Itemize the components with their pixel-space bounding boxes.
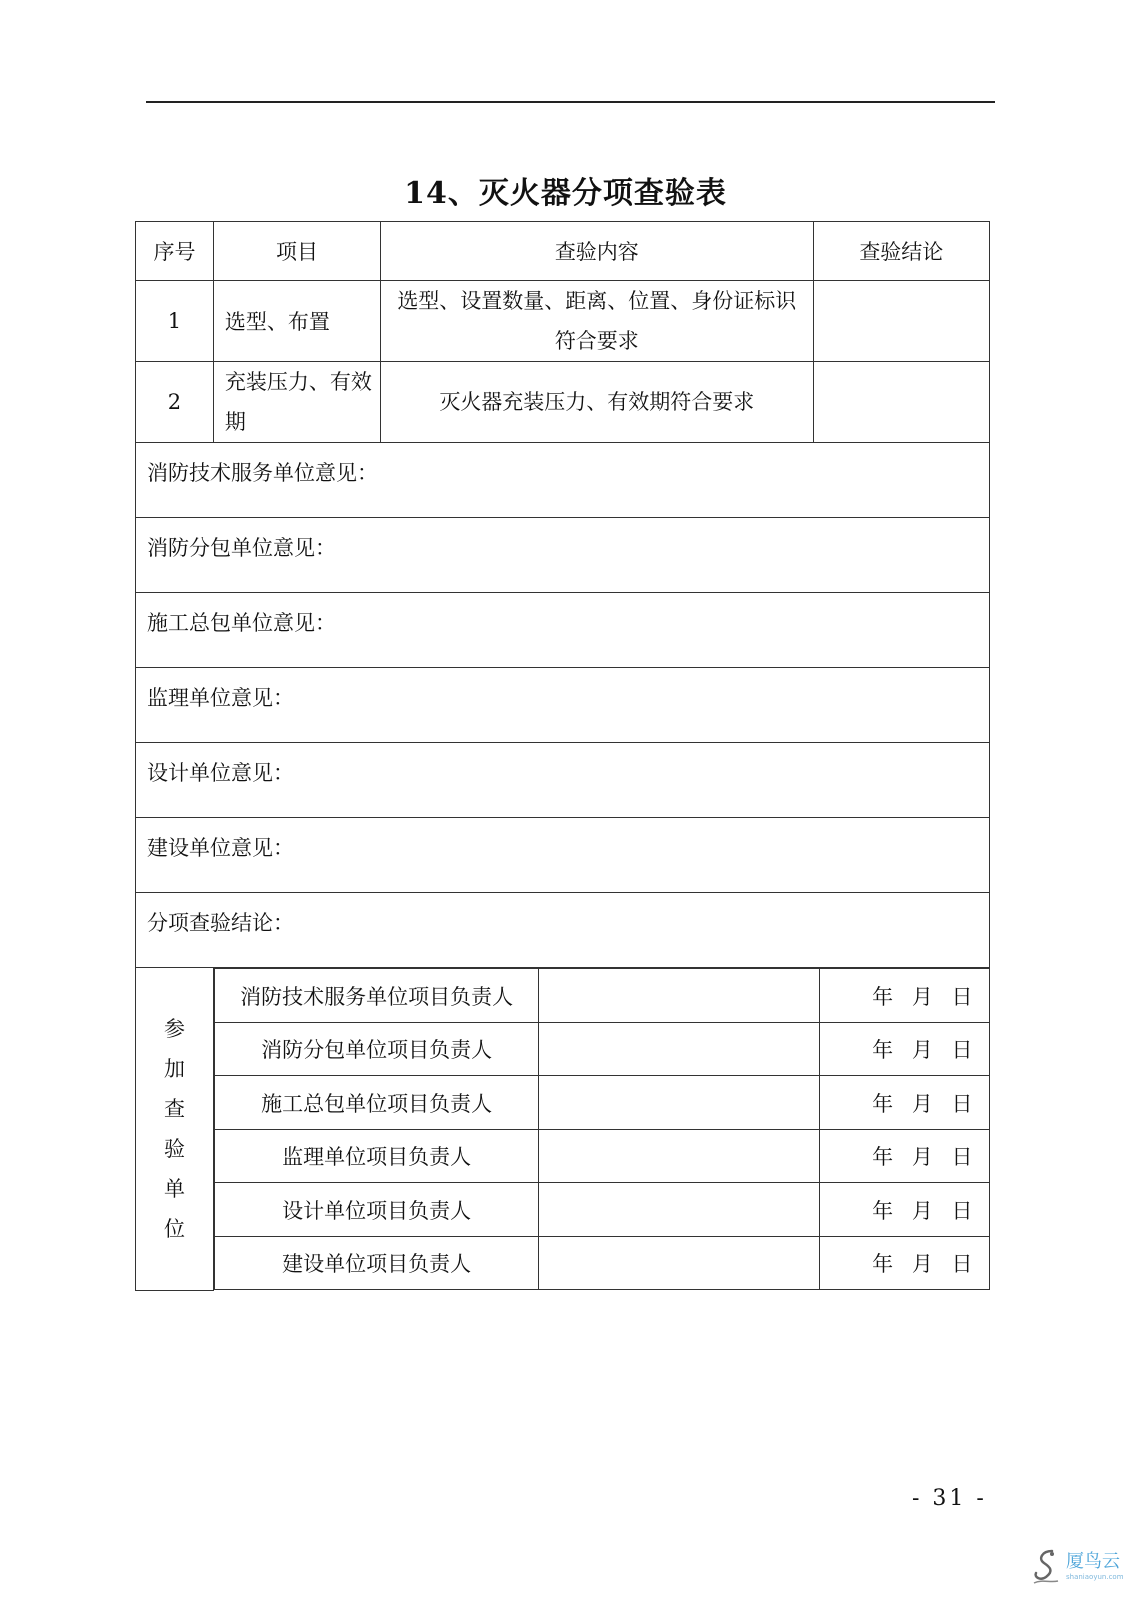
date-field[interactable]: 年 月 日 <box>819 1023 989 1076</box>
signature-field[interactable] <box>539 1023 819 1076</box>
participants-label-char: 加 <box>163 1056 185 1081</box>
participants-label-char: 验 <box>163 1136 185 1161</box>
signature-cell <box>213 968 989 1291</box>
date-field[interactable]: 年 月 日 <box>819 1076 989 1130</box>
opinion-row <box>136 743 990 818</box>
participants-label-char: 查 <box>163 1096 185 1121</box>
inspection-table <box>135 221 990 1291</box>
table-row <box>136 362 990 443</box>
signature-table <box>214 968 990 1290</box>
header-rule <box>146 101 995 103</box>
row-content: 选型、设置数量、距离、位置、身份证标识符合要求 <box>381 281 814 362</box>
row-content: 灭火器充装压力、有效期符合要求 <box>381 362 814 443</box>
header-no: 序号 <box>136 222 214 281</box>
page-title: 14、灭火器分项查验表 <box>404 176 727 211</box>
opinion-design[interactable]: 设计单位意见： <box>136 743 990 818</box>
table-row <box>136 281 990 362</box>
date-field[interactable]: 年 月 日 <box>819 1130 989 1183</box>
signer-role: 监理单位项目负责人 <box>214 1130 538 1183</box>
row-result[interactable] <box>813 362 989 443</box>
participants-label-char: 参 <box>163 1016 185 1041</box>
signer-role: 消防分包单位项目负责人 <box>214 1023 538 1076</box>
watermark <box>1030 1545 1126 1593</box>
row-no: 1 <box>136 281 214 362</box>
watermark-url: shaniaoyun.com <box>1066 1573 1124 1581</box>
signature-field[interactable] <box>539 1130 819 1183</box>
row-item: 选型、布置 <box>213 281 380 362</box>
participants-label <box>136 968 214 1291</box>
signature-field[interactable] <box>539 1183 819 1237</box>
row-no: 2 <box>136 362 214 443</box>
date-field[interactable]: 年 月 日 <box>819 969 989 1023</box>
opinion-general-contractor[interactable]: 施工总包单位意见： <box>136 593 990 668</box>
row-result[interactable] <box>813 281 989 362</box>
opinion-owner[interactable]: 建设单位意见： <box>136 818 990 893</box>
opinion-row <box>136 893 990 968</box>
opinion-supervisor[interactable]: 监理单位意见： <box>136 668 990 743</box>
participants-label-char: 位 <box>163 1216 185 1241</box>
opinion-row <box>136 443 990 518</box>
signer-role: 设计单位项目负责人 <box>214 1183 538 1237</box>
participants-label-char: 单 <box>163 1176 185 1201</box>
watermark-brand: 厦鸟云 <box>1066 1551 1120 1572</box>
header-content: 查验内容 <box>381 222 814 281</box>
opinion-tech-service[interactable]: 消防技术服务单位意见： <box>136 443 990 518</box>
signer-role: 施工总包单位项目负责人 <box>214 1076 538 1130</box>
signature-row <box>214 1023 989 1076</box>
opinion-conclusion[interactable]: 分项查验结论： <box>136 893 990 968</box>
opinion-row <box>136 818 990 893</box>
bird-logo-icon <box>1030 1547 1062 1587</box>
signature-row <box>214 1183 989 1237</box>
table-header-row <box>136 222 990 281</box>
opinion-row <box>136 668 990 743</box>
signer-role: 消防技术服务单位项目负责人 <box>214 969 538 1023</box>
date-field[interactable]: 年 月 日 <box>819 1237 989 1290</box>
signature-field[interactable] <box>539 1076 819 1130</box>
signature-row <box>214 969 989 1023</box>
opinion-row <box>136 518 990 593</box>
signature-field[interactable] <box>539 969 819 1023</box>
page-number: - 31 - <box>912 1486 987 1511</box>
signature-row <box>214 1237 989 1290</box>
signature-row <box>214 1076 989 1130</box>
signature-section <box>136 968 990 1291</box>
opinion-subcontractor[interactable]: 消防分包单位意见： <box>136 518 990 593</box>
opinion-row <box>136 593 990 668</box>
header-item: 项目 <box>213 222 380 281</box>
date-field[interactable]: 年 月 日 <box>819 1183 989 1237</box>
header-result: 查验结论 <box>813 222 989 281</box>
signature-row <box>214 1130 989 1183</box>
row-item: 充装压力、有效期 <box>213 362 380 443</box>
signer-role: 建设单位项目负责人 <box>214 1237 538 1290</box>
signature-field[interactable] <box>539 1237 819 1290</box>
